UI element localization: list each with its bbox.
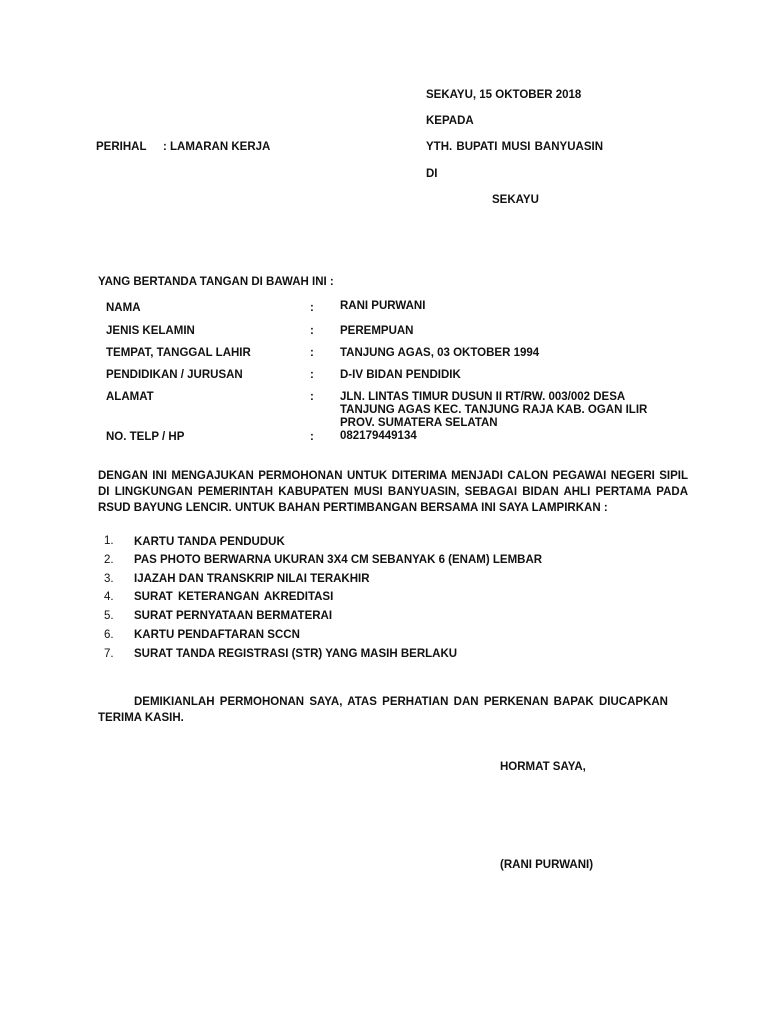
identity-label: PENDIDIKAN / JURUSAN [106, 369, 243, 381]
identity-colon: : [310, 347, 314, 359]
kepada-label: KEPADA [426, 115, 474, 127]
identity-colon: : [310, 369, 314, 381]
perihal-value: : LAMARAN KERJA [163, 141, 271, 153]
list-item-number: 5. [104, 610, 114, 622]
list-item-text: KARTU TANDA PENDUDUK [134, 536, 285, 548]
list-item-text: SURAT TANDA REGISTRASI (STR) YANG MASIH BERLAKU [134, 648, 458, 660]
identity-value: D-IV BIDAN PENDIDIK [340, 369, 461, 381]
di-label: DI [426, 168, 438, 180]
address-line: PROV. SUMATERA SELATAN [340, 417, 498, 429]
identity-colon: : [310, 302, 314, 314]
identity-label: JENIS KELAMIN [106, 325, 195, 337]
signature-name: (RANI PURWANI) [500, 859, 594, 871]
closing-paragraph: DEMIKIANLAH PERMOHONAN SAYA, ATAS PERHATIAN DAN PERKENAN BAPAK DIUCAPKAN TERIMA KASIH. [98, 696, 668, 724]
list-item-text: KARTU PENDAFTARAN SCCN [134, 629, 300, 641]
recipient: YTH. BUPATI MUSI BANYUASIN [426, 141, 603, 153]
list-item-text: IJAZAH DAN TRANSKRIP NILAI TERAKHIR [134, 573, 370, 585]
signature-salutation: HORMAT SAYA, [500, 761, 586, 773]
address-line: TANJUNG AGAS KEC. TANJUNG RAJA KAB. OGAN ILIR [340, 404, 648, 416]
identity-value: PEREMPUAN [340, 325, 414, 337]
identity-colon: : [310, 391, 314, 403]
identity-colon: : [310, 431, 314, 443]
list-item-text: PAS PHOTO BERWARNA UKURAN 3X4 CM SEBANYAK 6 (ENAM) LEMBAR [134, 554, 543, 566]
identity-label: NO. TELP / HP [106, 431, 185, 443]
perihal-label: PERIHAL [96, 141, 147, 153]
identity-value: RANI PURWANI [340, 300, 426, 312]
address-line: JLN. LINTAS TIMUR DUSUN II RT/RW. 003/002 DESA [340, 391, 626, 403]
identity-label: TEMPAT, TANGGAL LAHIR [106, 347, 251, 359]
identity-value: 082179449134 [340, 430, 417, 442]
list-item-number: 2. [104, 554, 114, 566]
list-item-text: SURAT PERNYATAAN BERMATERAI [134, 610, 333, 622]
list-item-text: SURAT KETERANGAN AKREDITASI [134, 591, 334, 603]
identity-label: ALAMAT [106, 391, 154, 403]
list-item-number: 6. [104, 629, 114, 641]
identity-value: TANJUNG AGAS, 03 OKTOBER 1994 [340, 347, 540, 359]
identity-colon: : [310, 325, 314, 337]
place-date: SEKAYU, 15 OKTOBER 2018 [426, 89, 582, 101]
intro-line: YANG BERTANDA TANGAN DI BAWAH INI : [98, 276, 334, 288]
list-item-number: 1. [104, 535, 114, 547]
identity-label: NAMA [106, 302, 141, 314]
list-item-number: 4. [104, 591, 114, 603]
recipient-city: SEKAYU [492, 194, 539, 206]
application-paragraph: DENGAN INI MENGAJUKAN PERMOHONAN UNTUK DITERIMA MENJADI CALON PEGAWAI NEGERI SIPIL DI LINGKUNGAN PEMERINTAH KABUPATEN MUSI BANYUASIN, SEBAGAI BIDAN AHLI PERTAMA PADA RSUD BAYUNG LENCIR. UNTUK BAHAN PERTIMBANGAN BERSAMA INI SAYA LAMPIRKAN : [98, 470, 688, 514]
list-item-number: 7. [104, 648, 114, 660]
list-item-number: 3. [104, 573, 114, 585]
